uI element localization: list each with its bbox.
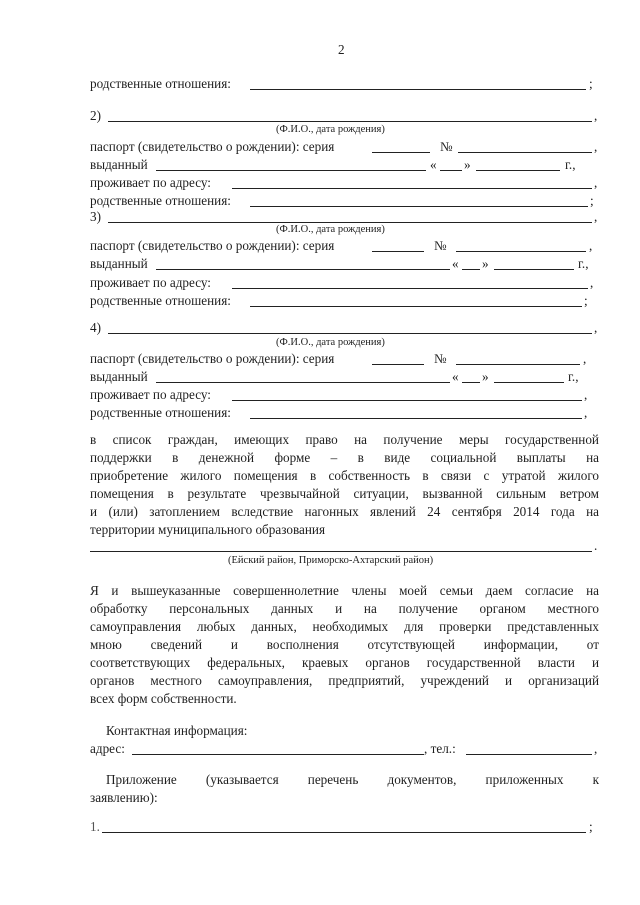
paragraph-line: помещения в результате чрезвычайной ситуации, вызванной сильным ветром xyxy=(90,486,599,501)
issued-month-field-2[interactable] xyxy=(476,170,560,171)
address-label-4: проживает по адресу: xyxy=(90,387,211,402)
person-number-2: 2) xyxy=(90,108,101,123)
consent-line: всех форм собственности. xyxy=(90,691,237,706)
address-label-3: проживает по адресу: xyxy=(90,275,211,290)
appendix-item-number: 1. xyxy=(90,819,100,834)
consent-line: Я и вышеуказанные совершеннолетние члены моей семьи даем согласие на xyxy=(90,583,599,598)
phone-label: , тел.: xyxy=(424,741,456,756)
fio-field-4[interactable] xyxy=(108,333,592,334)
address-field-2[interactable] xyxy=(232,188,592,189)
address-field-3[interactable] xyxy=(232,288,588,289)
relation-label-2: родственные отношения: xyxy=(90,193,231,208)
contact-address-field[interactable] xyxy=(132,754,424,755)
consent-line: обработку персональных данных и на получение органом местного xyxy=(90,601,599,616)
fio-field-2[interactable] xyxy=(108,121,592,122)
contact-phone-field[interactable] xyxy=(466,754,592,755)
passport-label-2: паспорт (свидетельство о рождении): серия xyxy=(90,139,335,154)
issued-by-field-4[interactable] xyxy=(156,382,450,383)
address-label-2: проживает по адресу: xyxy=(90,175,211,190)
issued-month-field-4[interactable] xyxy=(494,382,564,383)
relation-field-1[interactable] xyxy=(250,89,586,90)
consent-line: мною сведений и восполнения отсутствующей информации, от xyxy=(90,637,599,652)
relation-label-3: родственные отношения: xyxy=(90,293,231,308)
address-label: адрес: xyxy=(90,741,125,756)
relation-field-4[interactable] xyxy=(250,418,582,419)
issued-day-field-2[interactable] xyxy=(440,170,462,171)
district-hint: (Ейский район, Приморско-Ахтарский район) xyxy=(228,555,434,566)
issued-by-field-2[interactable] xyxy=(156,170,426,171)
fio-field-3[interactable] xyxy=(108,222,592,223)
fio-hint-3: (Ф.И.О., дата рождения) xyxy=(276,224,385,235)
passport-number-field-3[interactable] xyxy=(456,251,586,252)
appendix-line: Приложение (указывается перечень документов, приложенных к xyxy=(106,772,599,787)
address-field-4[interactable] xyxy=(232,400,582,401)
appendix-item-field[interactable] xyxy=(102,832,586,833)
municipality-field[interactable] xyxy=(90,551,592,552)
consent-line: соответствующих федеральных, краевых органов государственной власти и xyxy=(90,655,599,670)
issued-label-3: выданный xyxy=(90,256,148,271)
person-number-4: 4) xyxy=(90,320,101,335)
issued-label-2: выданный xyxy=(90,157,148,172)
relation-label-4: родственные отношения: xyxy=(90,405,231,420)
passport-label-3: паспорт (свидетельство о рождении): серия xyxy=(90,238,335,253)
issued-month-field-3[interactable] xyxy=(494,269,574,270)
passport-label-4: паспорт (свидетельство о рождении): серия xyxy=(90,351,335,366)
paragraph-line: и (или) затоплением вследствие нагонных явлений 24 сентября 2014 года на xyxy=(90,504,599,519)
consent-line: самоуправления любых данных, необходимых для проверки представленных xyxy=(90,619,599,634)
semicolon: ; xyxy=(589,76,593,91)
paragraph-line: поддержки в денежной форме – в виде социальной выплаты на xyxy=(90,450,599,465)
relation-field-3[interactable] xyxy=(250,306,582,307)
issued-day-field-4[interactable] xyxy=(462,382,480,383)
issued-label-4: выданный xyxy=(90,369,148,384)
passport-series-field-2[interactable] xyxy=(372,152,430,153)
passport-number-field-2[interactable] xyxy=(458,152,592,153)
paragraph-line: в список граждан, имеющих право на получение меры государственной xyxy=(90,432,599,447)
passport-number-field-4[interactable] xyxy=(456,364,580,365)
passport-series-field-3[interactable] xyxy=(372,251,424,252)
page-number: 2 xyxy=(338,42,345,57)
passport-series-field-4[interactable] xyxy=(372,364,424,365)
issued-by-field-3[interactable] xyxy=(156,269,450,270)
appendix-line: заявлению): xyxy=(90,790,158,805)
relation-field-2[interactable] xyxy=(250,206,588,207)
number-sign-4: № xyxy=(434,351,447,366)
number-sign-2: № xyxy=(440,139,453,154)
issued-day-field-3[interactable] xyxy=(462,269,480,270)
consent-line: органов местного самоуправления, предприятий, учреждений и организаций xyxy=(90,673,599,688)
relation-label-1: родственные отношения: xyxy=(90,76,231,91)
number-sign-3: № xyxy=(434,238,447,253)
person-number-3: 3) xyxy=(90,209,101,224)
fio-hint-2: (Ф.И.О., дата рождения) xyxy=(276,124,385,135)
contact-title: Контактная информация: xyxy=(106,723,248,738)
paragraph-line: приобретение жилого помещения в собственность в связи с утратой жилого xyxy=(90,468,599,483)
fio-hint-4: (Ф.И.О., дата рождения) xyxy=(276,337,385,348)
paragraph-line: территории муниципального образования xyxy=(90,522,326,537)
